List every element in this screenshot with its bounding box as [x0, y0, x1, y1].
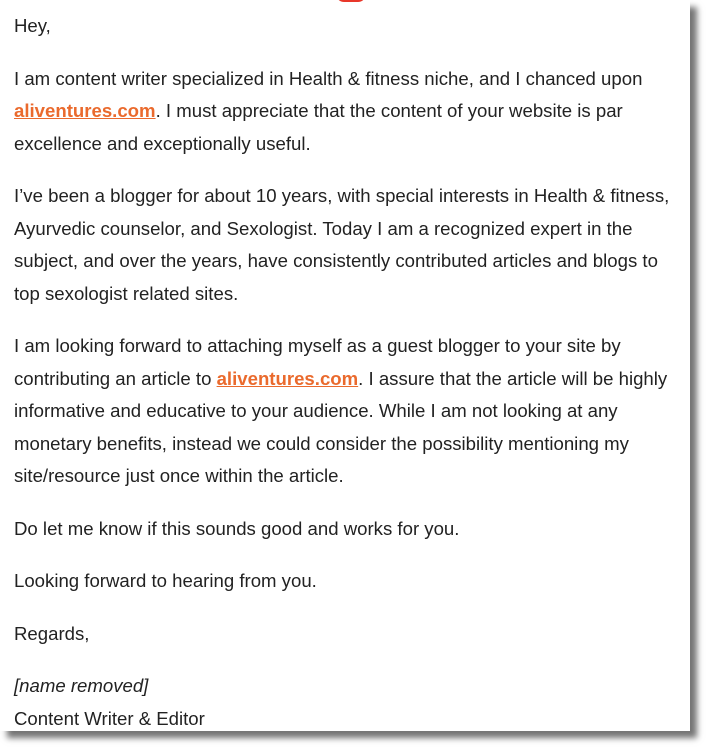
closing: Regards,: [14, 622, 90, 644]
signature-name: [name removed]: [14, 675, 149, 696]
paragraph-2: I’ve been a blogger for about 10 years, with special interests in Health & fitness, Ayurvedic counselor, and Sexologist. Today I am a recognized expert in the subject, and over the years, have consistently contributed articles and blogs to top sexologist related sites.: [14, 185, 670, 304]
paragraph-3-text-start: I am looking forward to attaching myself as a guest blogger to your site by contributing an article to: [14, 335, 621, 389]
email-body: [14, 10, 686, 731]
site-link-1[interactable]: aliventures.com: [14, 100, 156, 121]
paragraph-1-text-end: . I must appreciate that the content of your website is par excellence and exceptionally useful.: [14, 100, 623, 154]
paragraph-1: [14, 63, 686, 161]
paragraph-4: Do let me know if this sounds good and works for you.: [14, 517, 460, 539]
paragraph-3: [14, 330, 686, 493]
top-accent-mark: [336, 0, 366, 2]
site-link-2[interactable]: aliventures.com: [216, 367, 359, 389]
paragraph-1-text-start: I am content writer specialized in Health & fitness niche, and I chanced upon: [14, 67, 643, 89]
paragraph-3-text-end: . I assure that the article will be highly informative and educative to your audience. While I am not looking at any monetary benefits, instead we could consider the possibility mentioning my site/resource just once within the article.: [14, 367, 668, 486]
paragraph-5: Looking forward to hearing from you.: [14, 570, 317, 591]
signature-title: Content Writer & Editor: [14, 707, 205, 729]
greeting: Hey,: [14, 15, 51, 36]
